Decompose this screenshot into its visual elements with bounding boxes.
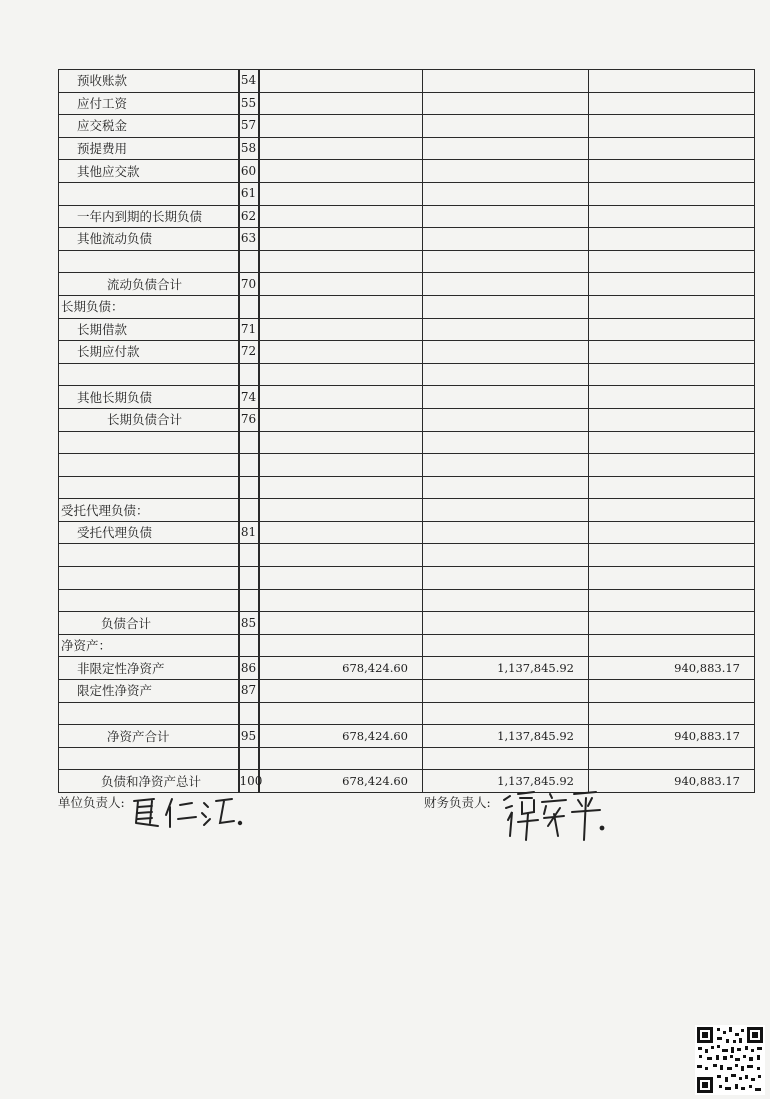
row-value-col3 [589, 363, 755, 386]
row-value-col3 [589, 341, 755, 364]
table-row [59, 137, 755, 160]
table-row [59, 408, 755, 431]
row-value-col2 [423, 160, 589, 183]
table-row [59, 476, 755, 499]
balance-sheet-table [58, 69, 755, 793]
table-row [59, 295, 755, 318]
row-line-number: 86 [239, 657, 259, 680]
row-value-col1 [259, 476, 423, 499]
row-line-number [239, 250, 259, 273]
row-line-number [239, 589, 259, 612]
row-label [59, 544, 239, 567]
table-row [59, 589, 755, 612]
row-value-col2 [423, 228, 589, 251]
table-row [59, 725, 755, 748]
row-value-col2 [423, 544, 589, 567]
row-line-number: 57 [239, 115, 259, 138]
row-label [59, 747, 239, 770]
row-label: 长期应付款 [59, 341, 239, 364]
row-label: 应付工资 [59, 92, 239, 115]
row-label: 预收账款 [59, 70, 239, 93]
row-line-number: 55 [239, 92, 259, 115]
row-value-col2 [423, 295, 589, 318]
table-row [59, 680, 755, 703]
row-label [59, 589, 239, 612]
row-line-number [239, 454, 259, 477]
row-value-col3 [589, 250, 755, 273]
row-value-col1 [259, 115, 423, 138]
row-value-col2 [423, 70, 589, 93]
row-line-number [239, 295, 259, 318]
row-value-col2 [423, 341, 589, 364]
row-value-col1 [259, 318, 423, 341]
row-value-col2 [423, 634, 589, 657]
row-value-col2 [423, 476, 589, 499]
row-value-col3 [589, 205, 755, 228]
row-value-col3 [589, 273, 755, 296]
row-value-col3 [589, 680, 755, 703]
row-value-col1 [259, 634, 423, 657]
row-label: 受托代理负债： [59, 499, 239, 522]
row-value-col1 [259, 160, 423, 183]
row-value-col3 [589, 499, 755, 522]
row-value-col2 [423, 702, 589, 725]
row-value-col1 [259, 363, 423, 386]
unit-head-label: 单位负责人: [58, 795, 125, 810]
table-row [59, 92, 755, 115]
row-value-col1 [259, 295, 423, 318]
row-value-col3 [589, 521, 755, 544]
row-line-number: 87 [239, 680, 259, 703]
row-value-col3: 940,883.17 [589, 657, 755, 680]
unit-head-signature [128, 793, 248, 831]
row-value-col2 [423, 589, 589, 612]
row-label: 净资产： [59, 634, 239, 657]
row-label [59, 182, 239, 205]
row-value-col3 [589, 589, 755, 612]
row-value-col1 [259, 680, 423, 703]
row-value-col3 [589, 567, 755, 590]
row-label [59, 476, 239, 499]
row-label: 预提费用 [59, 137, 239, 160]
table-row [59, 567, 755, 590]
row-value-col3 [589, 182, 755, 205]
row-line-number: 100 [239, 770, 259, 793]
row-value-col1 [259, 702, 423, 725]
table-row [59, 318, 755, 341]
row-line-number [239, 476, 259, 499]
row-value-col3 [589, 431, 755, 454]
row-value-col3 [589, 747, 755, 770]
row-line-number [239, 363, 259, 386]
row-value-col2 [423, 431, 589, 454]
row-value-col3 [589, 70, 755, 93]
table-row [59, 228, 755, 251]
row-value-col1: 678,424.60 [259, 725, 423, 748]
row-value-col3 [589, 702, 755, 725]
row-value-col1 [259, 612, 423, 635]
row-value-col3 [589, 408, 755, 431]
row-value-col1 [259, 499, 423, 522]
finance-head-label: 财务负责人: [424, 795, 491, 810]
row-value-col3: 940,883.17 [589, 725, 755, 748]
row-line-number [239, 499, 259, 522]
table-row [59, 182, 755, 205]
row-line-number [239, 544, 259, 567]
row-label: 其他流动负债 [59, 228, 239, 251]
row-label: 长期负债合计 [59, 408, 239, 431]
row-label [59, 702, 239, 725]
row-label [59, 250, 239, 273]
table-row [59, 499, 755, 522]
row-value-col3 [589, 228, 755, 251]
row-value-col1 [259, 273, 423, 296]
row-value-col1 [259, 521, 423, 544]
row-value-col2 [423, 680, 589, 703]
row-line-number: 74 [239, 386, 259, 409]
row-value-col1 [259, 431, 423, 454]
row-value-col3 [589, 386, 755, 409]
row-value-col2 [423, 92, 589, 115]
balance-sheet-body [59, 70, 755, 793]
row-line-number: 61 [239, 182, 259, 205]
row-label: 流动负债合计 [59, 273, 239, 296]
row-value-col2: 1,137,845.92 [423, 725, 589, 748]
row-line-number [239, 634, 259, 657]
row-value-col2 [423, 182, 589, 205]
row-value-col3 [589, 92, 755, 115]
row-value-col2 [423, 205, 589, 228]
qr-code [695, 1025, 765, 1095]
table-row [59, 454, 755, 477]
row-value-col3 [589, 454, 755, 477]
row-label: 应交税金 [59, 115, 239, 138]
row-label: 其他长期负债 [59, 386, 239, 409]
row-value-col1 [259, 544, 423, 567]
row-value-col2 [423, 115, 589, 138]
row-label: 负债和净资产总计 [59, 770, 239, 793]
row-line-number: 72 [239, 341, 259, 364]
row-value-col1 [259, 589, 423, 612]
table-row [59, 250, 755, 273]
row-value-col3 [589, 115, 755, 138]
row-value-col1 [259, 454, 423, 477]
row-value-col1 [259, 341, 423, 364]
row-line-number: 71 [239, 318, 259, 341]
table-row [59, 657, 755, 680]
row-label [59, 431, 239, 454]
row-value-col2 [423, 612, 589, 635]
table-row [59, 273, 755, 296]
row-line-number: 63 [239, 228, 259, 251]
row-value-col2 [423, 521, 589, 544]
row-label: 长期负债： [59, 295, 239, 318]
row-line-number: 81 [239, 521, 259, 544]
row-line-number: 62 [239, 205, 259, 228]
row-value-col2 [423, 273, 589, 296]
table-row [59, 160, 755, 183]
row-label: 限定性净资产 [59, 680, 239, 703]
row-value-col2 [423, 747, 589, 770]
row-value-col1 [259, 567, 423, 590]
table-row [59, 363, 755, 386]
row-line-number: 76 [239, 408, 259, 431]
row-value-col1 [259, 205, 423, 228]
row-value-col1 [259, 182, 423, 205]
row-value-col2 [423, 137, 589, 160]
row-line-number: 85 [239, 612, 259, 635]
row-label: 净资产合计 [59, 725, 239, 748]
row-value-col2 [423, 454, 589, 477]
row-value-col1 [259, 137, 423, 160]
row-value-col2 [423, 318, 589, 341]
row-value-col1 [259, 408, 423, 431]
table-row [59, 521, 755, 544]
row-label: 受托代理负债 [59, 521, 239, 544]
row-label [59, 454, 239, 477]
row-value-col1 [259, 747, 423, 770]
row-value-col1 [259, 70, 423, 93]
row-label: 非限定性净资产 [59, 657, 239, 680]
row-line-number: 58 [239, 137, 259, 160]
row-value-col2: 1,137,845.92 [423, 770, 589, 793]
table-row [59, 205, 755, 228]
row-value-col1: 678,424.60 [259, 657, 423, 680]
row-value-col1 [259, 250, 423, 273]
finance-head-signature [500, 784, 610, 844]
table-row [59, 770, 755, 793]
table-row [59, 702, 755, 725]
table-row [59, 386, 755, 409]
row-value-col2 [423, 567, 589, 590]
row-label: 负债合计 [59, 612, 239, 635]
row-value-col1: 678,424.60 [259, 770, 423, 793]
row-value-col1 [259, 386, 423, 409]
row-value-col2 [423, 408, 589, 431]
table-row [59, 544, 755, 567]
row-value-col2 [423, 250, 589, 273]
table-row [59, 341, 755, 364]
row-value-col1 [259, 92, 423, 115]
row-value-col2 [423, 499, 589, 522]
row-value-col3 [589, 160, 755, 183]
table-row [59, 115, 755, 138]
row-label: 长期借款 [59, 318, 239, 341]
row-line-number: 70 [239, 273, 259, 296]
row-value-col3 [589, 137, 755, 160]
table-row [59, 634, 755, 657]
row-label: 一年内到期的长期负债 [59, 205, 239, 228]
row-line-number: 54 [239, 70, 259, 93]
table-row [59, 612, 755, 635]
row-value-col2 [423, 386, 589, 409]
row-value-col3 [589, 544, 755, 567]
row-value-col3 [589, 318, 755, 341]
row-value-col3 [589, 634, 755, 657]
row-value-col3 [589, 612, 755, 635]
row-line-number [239, 702, 259, 725]
row-value-col3: 940,883.17 [589, 770, 755, 793]
row-value-col3 [589, 476, 755, 499]
table-row [59, 747, 755, 770]
row-value-col2 [423, 363, 589, 386]
row-line-number [239, 747, 259, 770]
row-line-number: 60 [239, 160, 259, 183]
table-row [59, 70, 755, 93]
row-label: 其他应交款 [59, 160, 239, 183]
row-label [59, 567, 239, 590]
row-line-number [239, 431, 259, 454]
row-line-number: 95 [239, 725, 259, 748]
row-line-number [239, 567, 259, 590]
row-value-col3 [589, 295, 755, 318]
row-value-col2: 1,137,845.92 [423, 657, 589, 680]
table-row [59, 431, 755, 454]
row-value-col1 [259, 228, 423, 251]
row-label [59, 363, 239, 386]
